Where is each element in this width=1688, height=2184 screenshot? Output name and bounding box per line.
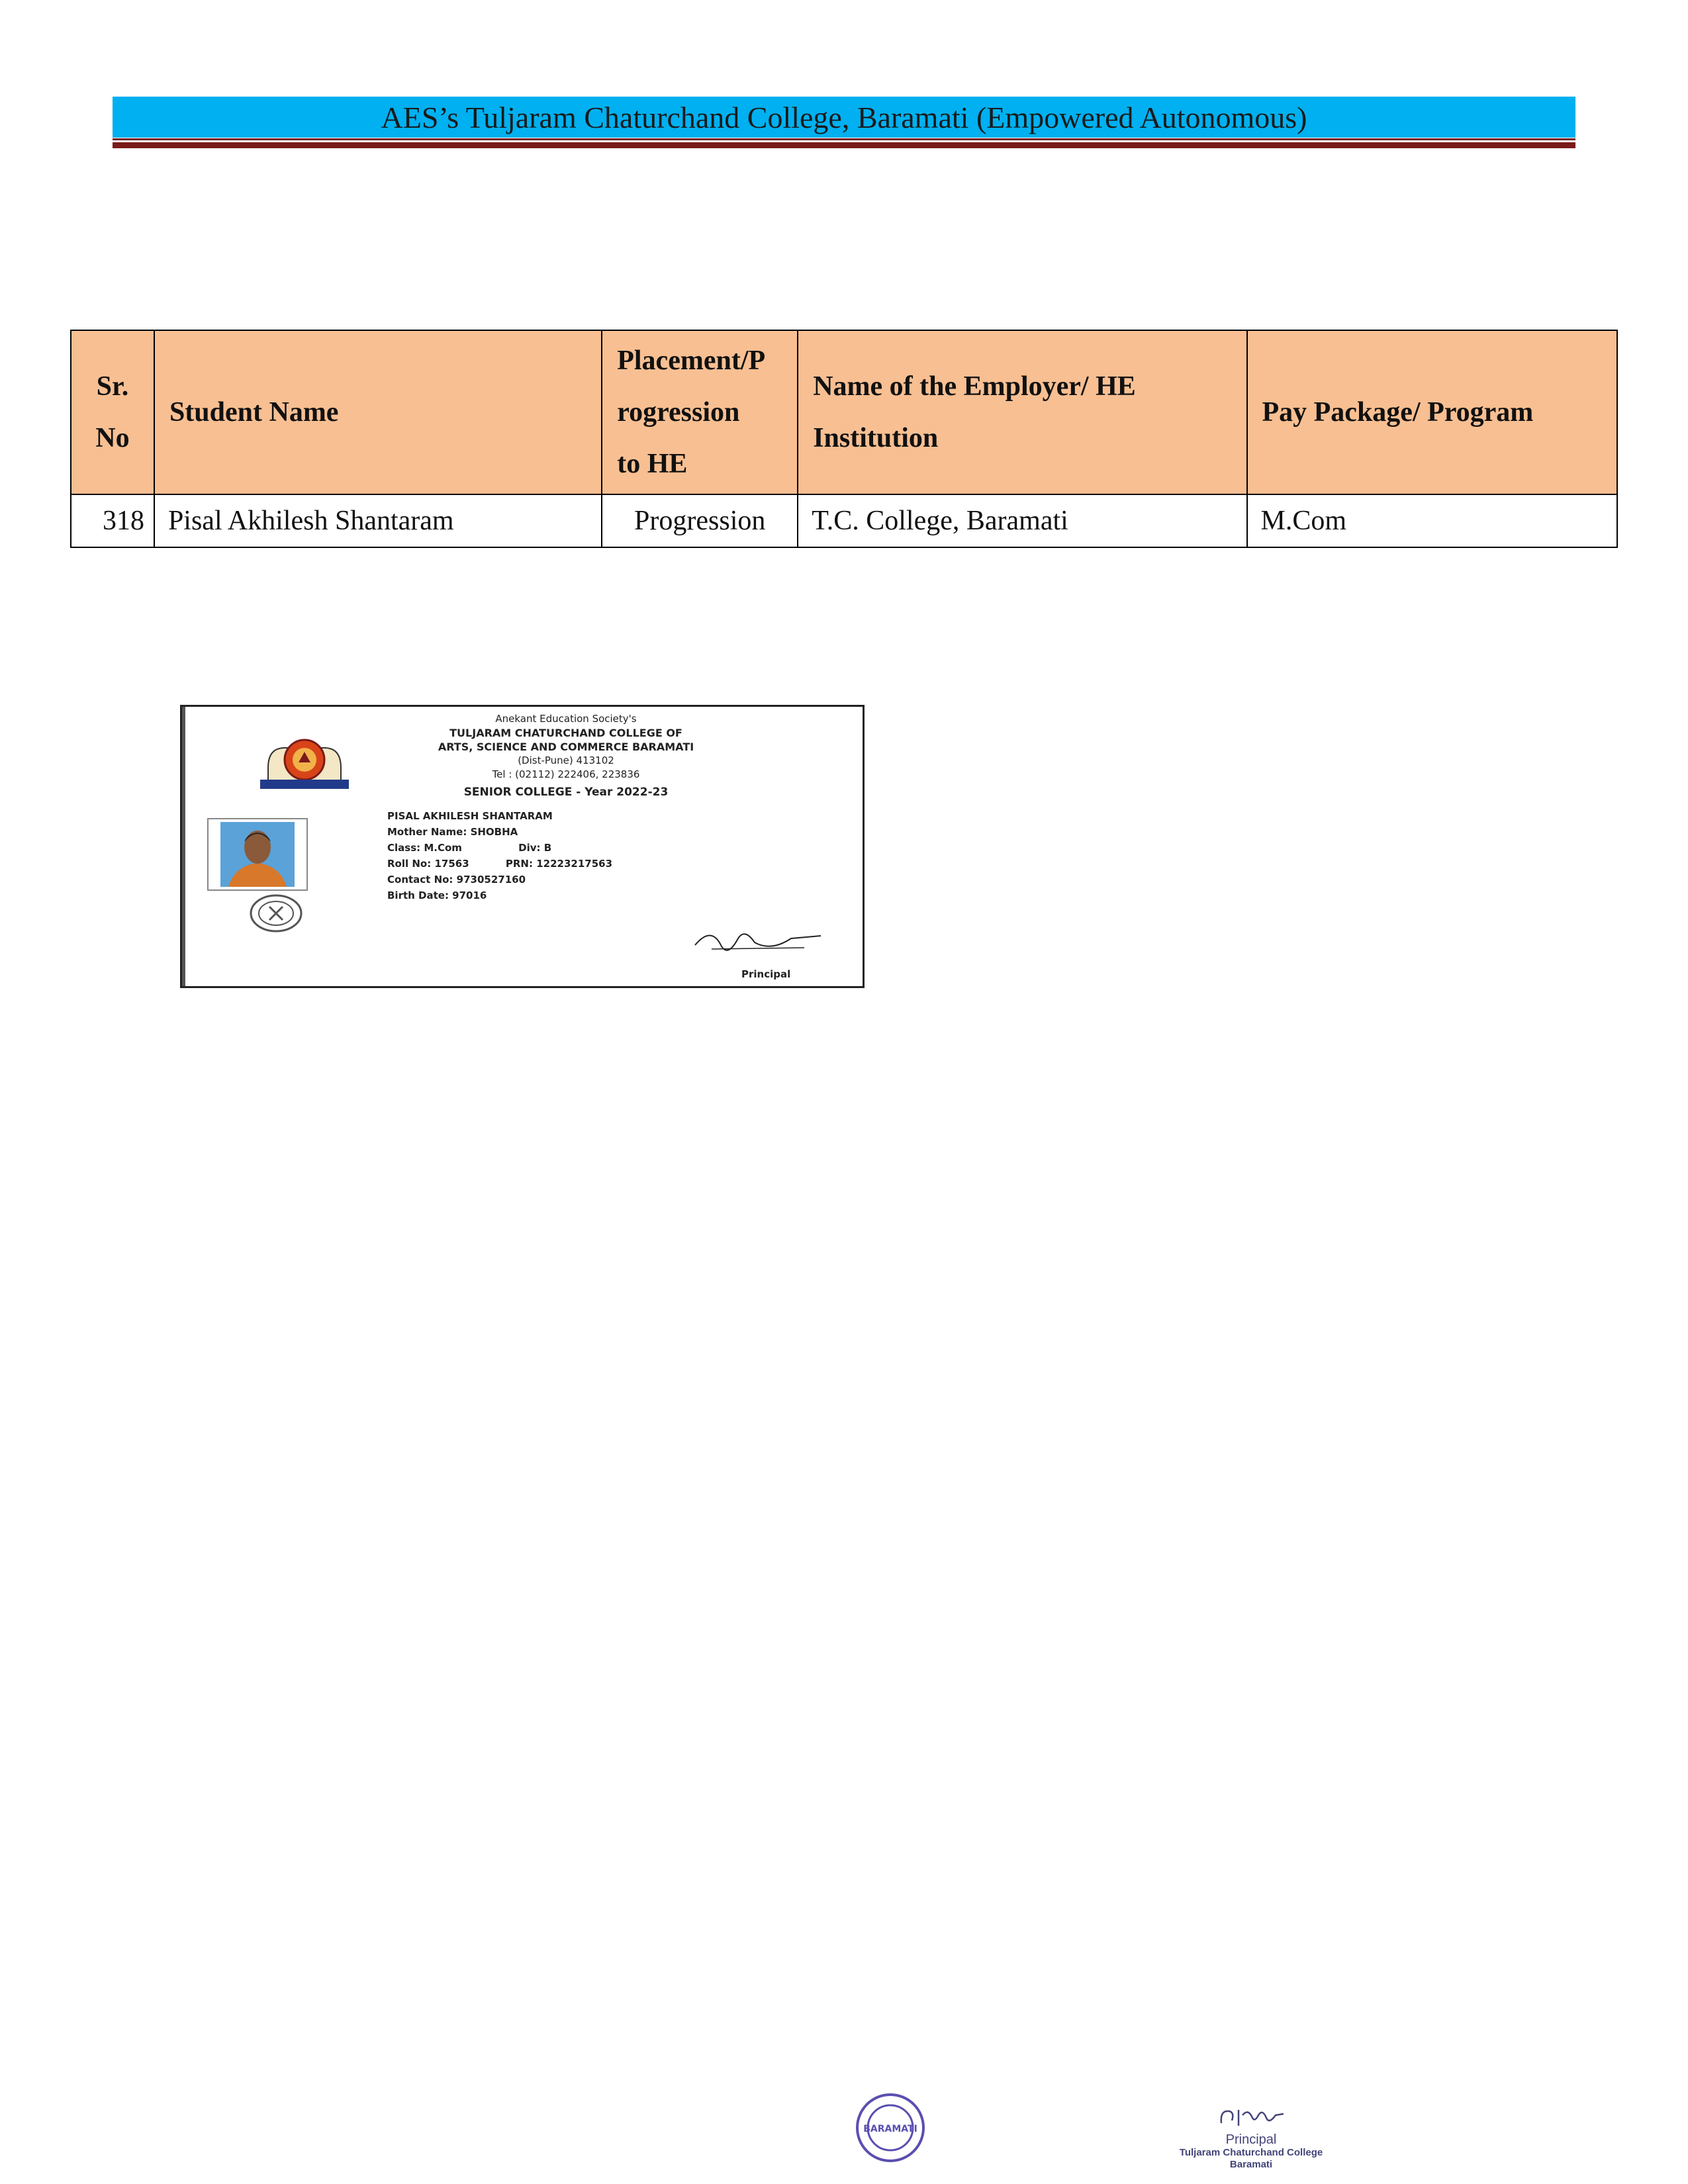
principal-signature-mark-icon xyxy=(1215,2103,1288,2132)
student-id-card xyxy=(180,705,865,988)
card-address: (Dist-Pune) 413102 xyxy=(518,754,614,766)
signatory-college: Tuljaram Chaturchand College xyxy=(1179,2147,1323,2158)
column-header-placement xyxy=(602,330,798,494)
card-details xyxy=(387,808,612,903)
card-contact: Contact No: 9730527160 xyxy=(387,874,526,886)
cell-sr-no: 318 xyxy=(71,494,154,547)
header-text: rogression xyxy=(617,397,740,428)
card-society: Anekant Education Society's xyxy=(495,713,637,725)
principal-signature-block xyxy=(1152,2103,1350,2171)
college-emblem-icon xyxy=(255,728,354,794)
card-principal-label: Principal xyxy=(741,968,791,980)
header-text: Pay Package/ Program xyxy=(1262,397,1534,428)
stamp-text: BARAMATI xyxy=(863,2124,917,2134)
column-header-sr-no xyxy=(71,330,154,494)
header-text: to HE xyxy=(617,449,688,479)
placement-table xyxy=(70,330,1618,548)
table-header-row xyxy=(71,330,1617,494)
card-birth-date: Birth Date: 97016 xyxy=(387,889,487,901)
card-heading xyxy=(381,712,751,799)
header-text: No xyxy=(95,423,130,453)
header-text: Name of the Employer/ HE xyxy=(813,371,1136,402)
card-seal-icon xyxy=(248,892,304,934)
card-class: Class: M.Com xyxy=(387,842,462,854)
card-edge xyxy=(182,707,185,986)
table-row xyxy=(71,494,1617,547)
header-rule xyxy=(113,138,1575,140)
student-photo xyxy=(207,818,308,891)
cell-employer: T.C. College, Baramati xyxy=(798,494,1246,547)
header-text: Sr. xyxy=(96,371,129,402)
card-class-row xyxy=(387,840,612,856)
page-title: AES’s Tuljaram Chaturchand College, Baramati (Empowered Autonomous) xyxy=(381,100,1307,134)
card-prn: PRN: 12223217563 xyxy=(505,858,613,870)
header-band xyxy=(113,97,1575,138)
card-mother-name: Mother Name: SHOBHA xyxy=(387,826,518,838)
college-stamp-icon xyxy=(854,2091,927,2164)
column-header-student-name xyxy=(154,330,602,494)
card-division: Div: B xyxy=(518,842,552,854)
cell-placement: Progression xyxy=(602,494,798,547)
cell-student-name: Pisal Akhilesh Shantaram xyxy=(154,494,602,547)
card-session: SENIOR COLLEGE - Year 2022-23 xyxy=(463,786,669,799)
card-college-line: ARTS, SCIENCE AND COMMERCE BARAMATI xyxy=(438,741,694,753)
signatory-city: Baramati xyxy=(1229,2159,1273,2170)
card-phone: Tel : (02112) 222406, 223836 xyxy=(492,768,640,780)
column-header-employer xyxy=(798,330,1246,494)
signatory-title: Principal xyxy=(1225,2132,1277,2147)
principal-signature-icon xyxy=(692,919,824,958)
header-text: Student Name xyxy=(169,397,339,428)
header-text: Placement/P xyxy=(617,345,766,376)
card-student-name: PISAL AKHILESH SHANTARAM xyxy=(387,810,553,822)
header-rule-thick xyxy=(113,142,1575,148)
card-roll-row xyxy=(387,856,612,872)
card-college-line: TULJARAM CHATURCHAND COLLEGE OF xyxy=(449,727,682,739)
student-photo-image xyxy=(209,819,306,889)
column-header-package xyxy=(1247,330,1618,494)
card-roll: Roll No: 17563 xyxy=(387,858,469,870)
header-text: Institution xyxy=(813,423,939,453)
cell-package: M.Com xyxy=(1247,494,1618,547)
